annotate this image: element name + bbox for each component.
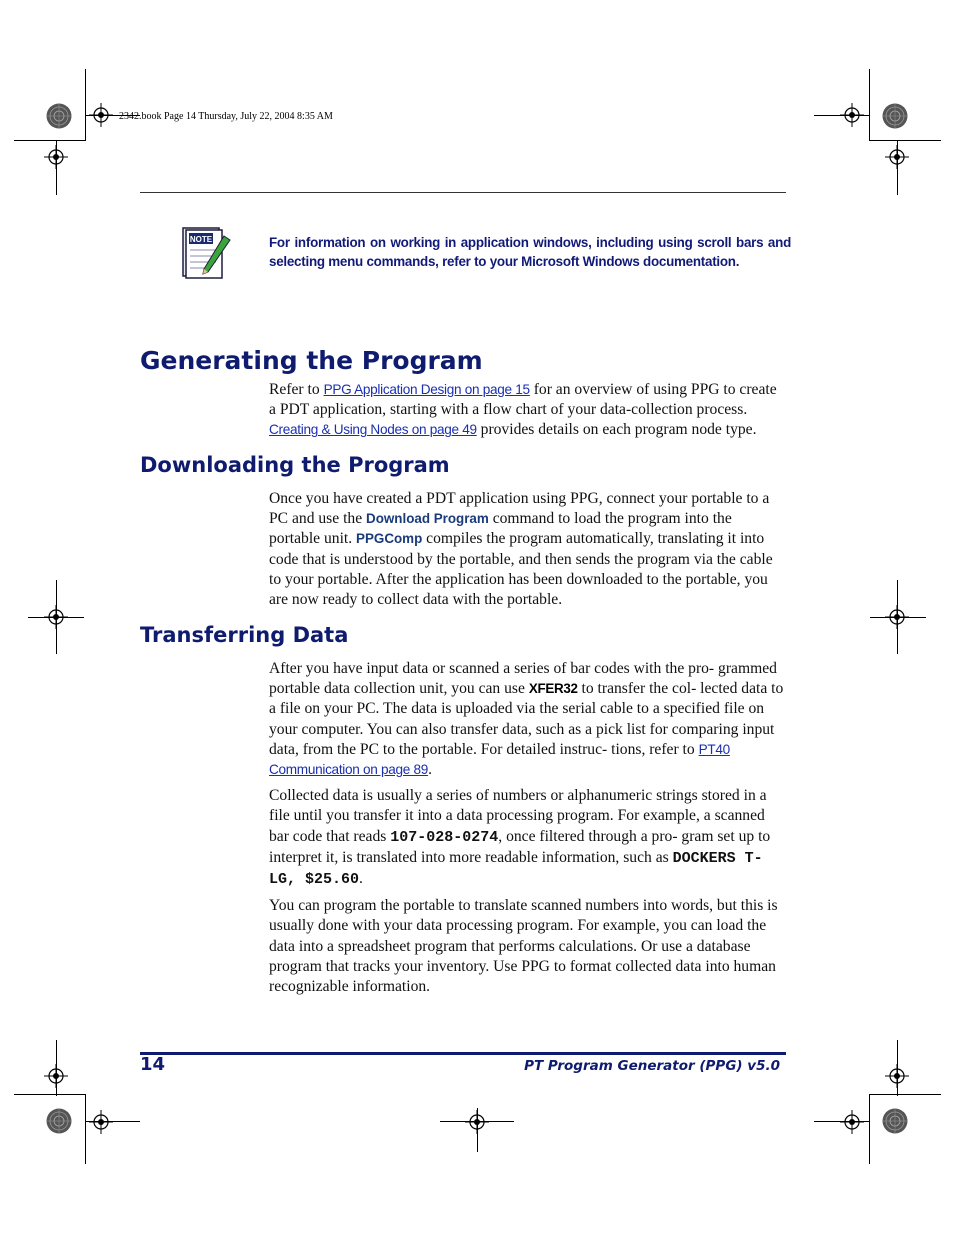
top-rule [140,192,786,193]
section-body-generating [269,380,785,447]
paragraph [269,489,785,610]
registration-mark-icon [885,1064,909,1088]
text-run: to transfer the col- lected data to a file on your PC. The data is uploaded via the serial cable to a specified file on your computer. You can also transfer data, such as a pick list for comparing input data, from the PC to the portable. For detailed instruc- tions, refer to [269,680,784,758]
footer-rule [140,1052,786,1055]
footer-title: PT Program Generator (PPG) v5.0 [524,1058,780,1074]
text-run: command to load the program into the portable unit. [269,510,732,548]
text-run: Collected data is usually a series of numbers or alphanumeric strings stored in a file until you transfer it into a data processing program. For example, a scanned bar code that reads [269,787,767,845]
code-translated-value: DOCKERS T-LG, $25.60 [269,849,763,889]
registration-mark-icon [465,1110,489,1134]
paragraph [269,786,785,890]
registration-mark-icon [44,605,68,629]
section-title-generating: Generating the Program [140,346,483,375]
paragraph: You can program the portable to translate scanned numbers into words, but this is usually done with your data processing program. For example, you can load the data into a spreadsheet program that performs calculations. Or use a database program that tracks your inventory. Use PPG to format collected data into human recognizable information. [269,897,778,996]
command-ppgcomp: PPGComp [356,531,423,547]
text-run: for an overview of using PPG to create a PDT application, starting with a flow chart of your data-collection process. [269,381,777,419]
section-body-transferring [269,659,785,1003]
note-pencil-icon [178,224,234,282]
registration-mark-icon [840,1110,864,1134]
text-run: provides details on each program node type. [476,421,757,439]
text-run: . [359,870,363,888]
starburst-mark-icon [882,103,908,129]
registration-mark-icon [89,1110,113,1134]
link-pt40-communication[interactable]: PT40 Communication on page 89 [269,741,730,778]
text-run: After you have input data or scanned a series of bar codes with the pro- grammed portable data collection unit, you can use [269,660,777,698]
text-run: Once you have created a PDT application using PPG, connect your portable to a PC and use the [269,490,770,528]
section-title-downloading: Downloading the Program [140,453,450,477]
registration-mark-icon [885,145,909,169]
text-run: compiles the program automatically, translating it into code that is understood by the portable, and then sends the program via the cable to your portable. After the application has been downloaded to the portable, you are now ready to collect data with the portable. [269,530,773,609]
paragraph [269,380,785,441]
registration-mark-icon [44,145,68,169]
command-download-program: Download Program [366,511,489,527]
section-title-transferring: Transferring Data [140,623,349,647]
section-body-downloading [269,489,785,616]
registration-mark-icon [840,103,864,127]
starburst-mark-icon [882,1108,908,1134]
text-run: , once filtered through a pro- gram set up to interpret it, is translated into more readable information, such as [269,827,771,866]
registration-mark-icon [44,1064,68,1088]
starburst-mark-icon [46,1108,72,1134]
registration-mark-icon [89,103,113,127]
link-ppg-application-design[interactable]: PPG Application Design on page 15 [323,382,530,397]
paragraph [269,659,785,780]
code-barcode-value: 107-028-0274 [390,828,499,846]
command-xfer32: XFER32 [528,681,578,697]
starburst-mark-icon [46,103,72,129]
page-number: 14 [140,1054,166,1075]
note-text: For information on working in application windows, including using scroll bars and selecting menu commands, refer to your Microsoft Windows documentation. [269,235,791,269]
book-info-header: 2342.book Page 14 Thursday, July 22, 2004 8:35 AM [119,111,333,122]
note-icon-label: NOTE [189,235,213,244]
text-run: . [428,761,432,779]
text-run: Refer to [269,381,324,398]
registration-mark-icon [885,605,909,629]
link-creating-using-nodes[interactable]: Creating & Using Nodes on page 49 [269,422,477,438]
